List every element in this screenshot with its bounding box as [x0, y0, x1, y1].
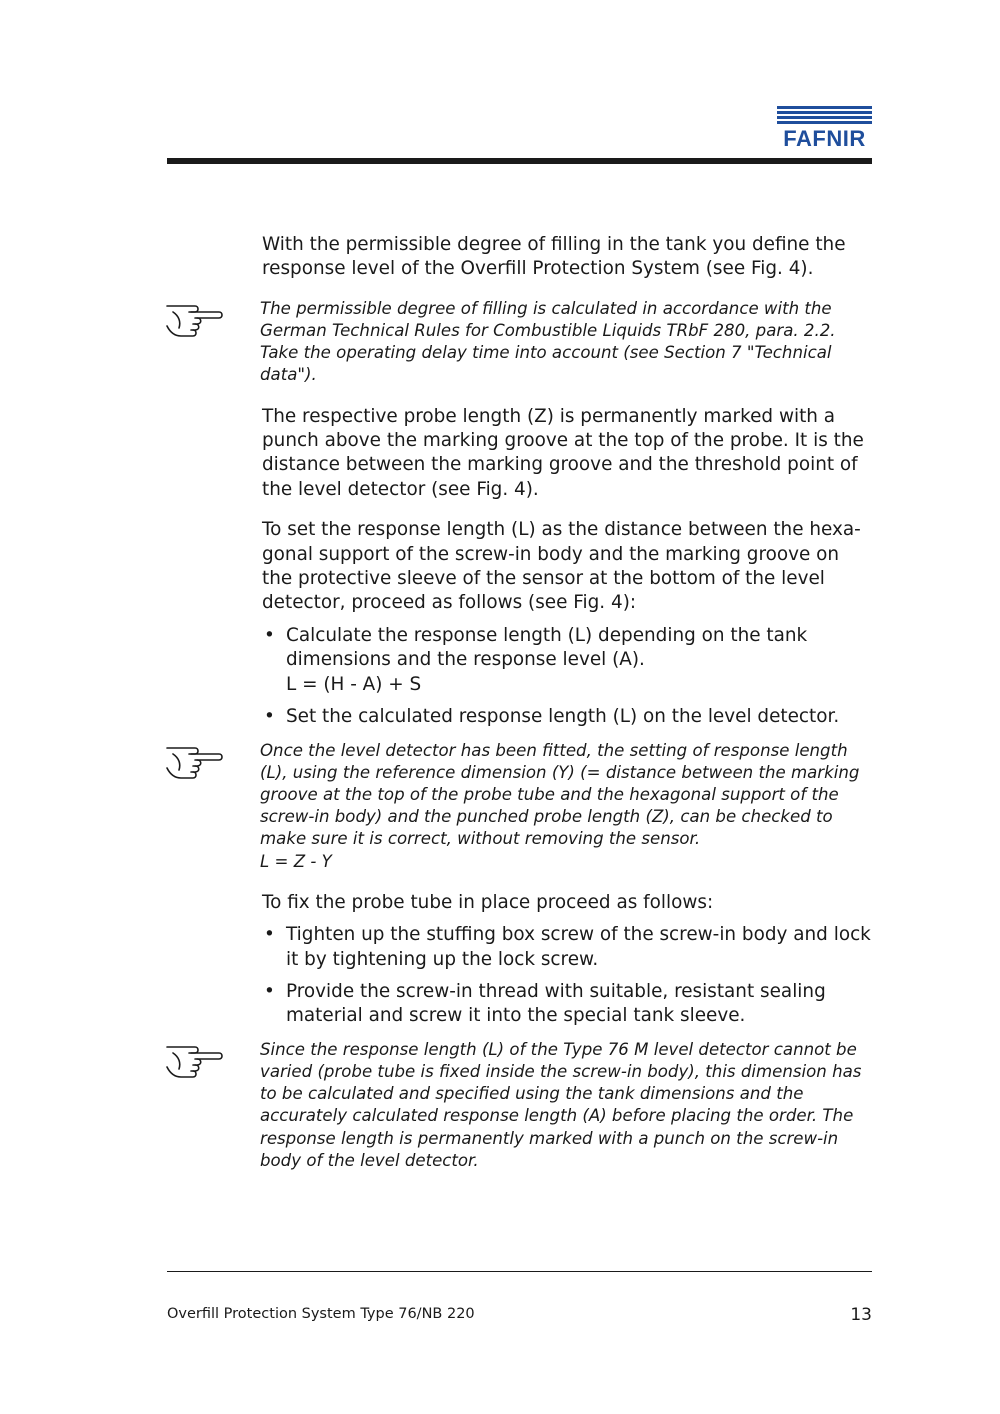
note-text: The permissible degree of filling is calculated in accordance with the German Technical Rules for Combustible Liquids TRbF 280, para. 2.2. Take the operating delay time into account (see Section 7 "Technical data").: [260, 298, 836, 385]
list-item-text: Calculate the response length (L) depending on the tank dimensions and the response level (A).: [286, 624, 808, 671]
list-item: [262, 980, 874, 1029]
footer-title: Overfill Protection System Type 76/NB 220: [167, 1306, 475, 1322]
fafnir-logo: [777, 106, 872, 152]
bullet-list-set-length: [262, 624, 874, 730]
page-content: [262, 233, 874, 1190]
note-text: [260, 740, 874, 873]
footer-rule: [167, 1271, 872, 1272]
pointing-hand-icon: [165, 1039, 225, 1081]
paragraph-permissible-filling: With the permissible degree of filling in the tank you define the response level of the Overfill Protection System (see Fig. 4).: [262, 234, 846, 280]
logo-stripes-icon: [777, 106, 872, 126]
list-item-text: Tighten up the stuffing box screw of the screw-in body and lock it by tightening up the lock screw.: [286, 924, 871, 970]
note-type-76m: [165, 1039, 874, 1172]
header-rule: [167, 158, 872, 164]
list-item: [262, 705, 874, 729]
note-formula: L = Z - Y: [260, 851, 332, 871]
list-item: [262, 624, 874, 697]
paragraph-fix-probe: To fix the probe tube in place proceed as follows:: [262, 891, 714, 913]
paragraph-probe-length: The respective probe length (Z) is permanently marked with a punch above the marking groove at the top of the probe. It is the distance between the marking groove and the threshold point of the level detector (see Fig. 4).: [262, 405, 864, 500]
pointing-hand-icon: [165, 740, 225, 782]
pointing-hand-icon: [165, 298, 225, 340]
list-item-text: Provide the screw-in thread with suitable, resistant sealing material and screw it into the special tank sleeve.: [286, 980, 826, 1027]
note-text: Since the response length (L) of the Type 76 M level detector cannot be varied (probe tube is fixed inside the screw-in body), this dimension has to be calculated and specified using the tank dimensions and the accurately calculated response length (A) before placing the order. The response length is permanently marked with a punch on the screw-in body of the level detector.: [260, 1039, 862, 1170]
page-number: 13: [850, 1305, 872, 1325]
bullet-icon: •: [264, 624, 275, 646]
bullet-icon: •: [264, 980, 275, 1002]
logo-text: FAFNIR: [783, 126, 866, 151]
bullet-icon: •: [264, 706, 275, 728]
bullet-icon: •: [264, 924, 275, 946]
bullet-list-fix-probe: [262, 923, 874, 1029]
paragraph-set-response-length: To set the response length (L) as the distance between the hexagonal support of the screw-in body and the marking groove on the protective sleeve of the sensor at the bottom of the level detector, proceed as follows (see Fig. 4):: [262, 519, 861, 614]
formula: L = (H - A) + S: [286, 673, 422, 695]
list-item-text: Set the calculated response length (L) on the level detector.: [286, 706, 840, 728]
note-check-setting: [165, 740, 874, 873]
list-item: [262, 923, 874, 972]
note-permissible-filling: [165, 298, 874, 387]
note-paragraph: Once the level detector has been fitted, the setting of response length (L), using the reference dimension (Y) (= distance between the marking groove at the top of the probe tube and the hexagonal support of the screw-in body) and the punched probe length (Z), can be checked to make sure it is correct, without removing the sensor.: [260, 740, 860, 849]
